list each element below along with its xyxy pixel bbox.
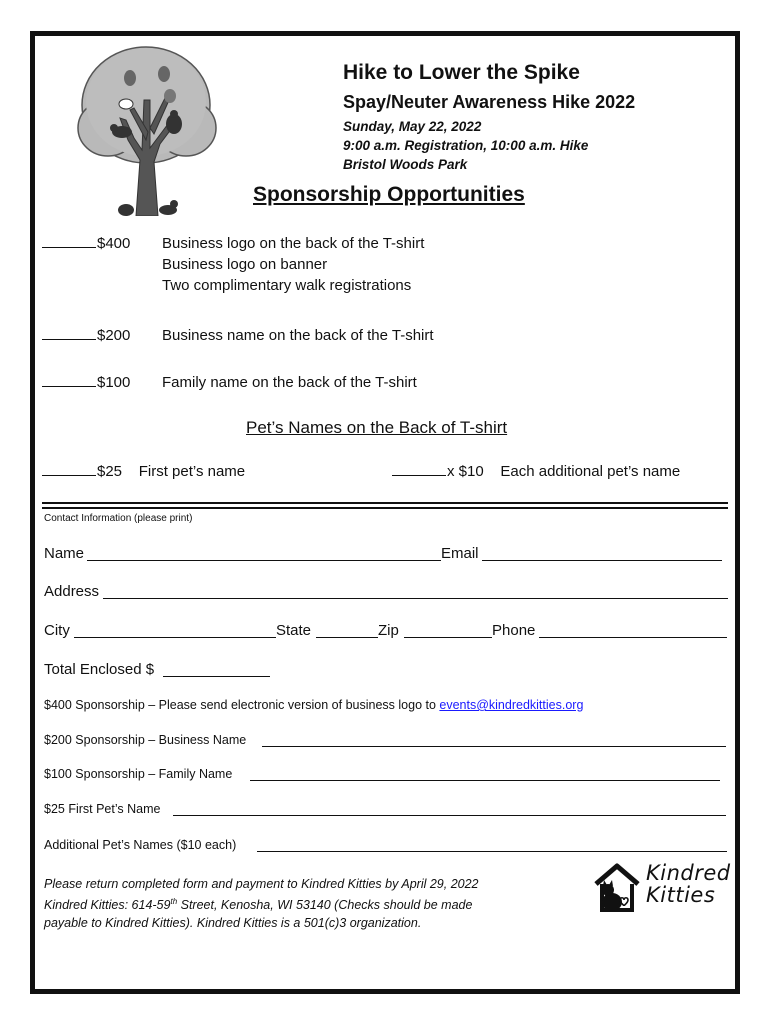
business-name-field[interactable] — [262, 746, 726, 747]
tier-200-row — [42, 326, 130, 344]
additional-pet-blank[interactable] — [392, 462, 446, 476]
tier-100-benefit: Family name on the back of the T-shirt — [162, 374, 417, 391]
logo-word: Kitties — [646, 883, 716, 907]
email-field[interactable] — [482, 560, 722, 561]
city-field[interactable] — [74, 637, 276, 638]
additional-pets-label: Additional Pet’s Names ($10 each) — [44, 838, 237, 852]
first-pet-blank[interactable] — [42, 462, 96, 476]
sponsorship-heading: Sponsorship Opportunities — [253, 183, 525, 206]
tier-400-price: $400 — [97, 235, 131, 252]
pets-heading: Pet’s Names on the Back of T-shirt — [246, 418, 508, 437]
house-cat-icon — [592, 860, 642, 916]
logo-note-text: $400 Sponsorship – Please send electronic version of business logo to — [44, 698, 440, 712]
tier-400-benefit: Business logo on the back of the T-shirt — [162, 235, 425, 252]
phone-field[interactable] — [539, 637, 727, 638]
tier-200-blank[interactable] — [42, 326, 96, 340]
additional-pets-field[interactable] — [257, 851, 727, 852]
total-label: Total Enclosed $ — [44, 661, 155, 678]
first-pet-name-label: $25 First Pet’s Name — [44, 802, 161, 816]
family-name-field[interactable] — [250, 780, 720, 781]
name-label: Name — [44, 545, 85, 562]
kindred-kitties-logo — [592, 860, 731, 918]
footer-note — [44, 875, 479, 932]
state-field[interactable] — [316, 637, 378, 638]
tier-100-row — [42, 373, 130, 391]
email-label: Email — [441, 545, 479, 562]
logo-note — [44, 698, 583, 712]
family-name-label: $100 Sponsorship – Family Name — [44, 767, 233, 781]
first-pet-row — [42, 462, 245, 480]
address-label: Address — [44, 583, 100, 600]
event-subtitle: Spay/Neuter Awareness Hike 2022 — [343, 92, 636, 112]
business-name-label: $200 Sponsorship – Business Name — [44, 733, 247, 747]
additional-pet-row — [392, 462, 680, 480]
additional-pet-label: Each additional pet’s name — [500, 463, 681, 480]
phone-label: Phone — [492, 622, 536, 639]
address-field[interactable] — [103, 598, 728, 599]
zip-label: Zip — [378, 622, 399, 639]
tier-400-benefits — [162, 233, 424, 296]
divider — [42, 507, 728, 509]
footer-line: Please return completed form and payment to Kindred Kitties by April 29, 2022 — [44, 877, 479, 891]
divider — [42, 502, 728, 504]
tier-400-blank[interactable] — [42, 234, 96, 248]
total-field[interactable] — [163, 676, 270, 677]
tree-cats-illustration — [70, 40, 220, 216]
footer-line: payable to Kindred Kitties). Kindred Kitties is a 501(c)3 organization. — [44, 916, 422, 931]
tier-400-benefit: Business logo on banner — [162, 256, 328, 273]
tier-400-benefit: Two complimentary walk registrations — [162, 277, 412, 294]
first-pet-name-field[interactable] — [173, 815, 726, 816]
footer-line: Kindred Kitties: 614-59th Street, Kenosha, WI 53140 (Checks should be made — [44, 897, 473, 913]
city-label: City — [44, 622, 70, 639]
tier-100-blank[interactable] — [42, 373, 96, 387]
logo-wordmark — [646, 862, 731, 906]
first-pet-price: $25 — [97, 463, 123, 480]
zip-field[interactable] — [404, 637, 492, 638]
tier-100-price: $100 — [97, 374, 131, 391]
tier-200-price: $200 — [97, 327, 131, 344]
contact-heading: Contact Information (please print) — [44, 513, 193, 524]
event-location: Bristol Woods Park — [343, 157, 468, 172]
logo-email-link[interactable]: events@kindredkitties.org — [439, 698, 584, 712]
event-title: Hike to Lower the Spike — [343, 61, 580, 84]
first-pet-label: First pet’s name — [138, 463, 246, 480]
logo-word: Kindred — [646, 861, 731, 885]
event-date: Sunday, May 22, 2022 — [343, 119, 482, 134]
additional-pet-price: x $10 — [447, 463, 484, 480]
state-label: State — [276, 622, 312, 639]
event-schedule: 9:00 a.m. Registration, 10:00 a.m. Hike — [343, 138, 589, 153]
tier-400-row — [42, 234, 130, 252]
name-field[interactable] — [87, 560, 441, 561]
tier-200-benefit: Business name on the back of the T-shirt — [162, 327, 434, 344]
